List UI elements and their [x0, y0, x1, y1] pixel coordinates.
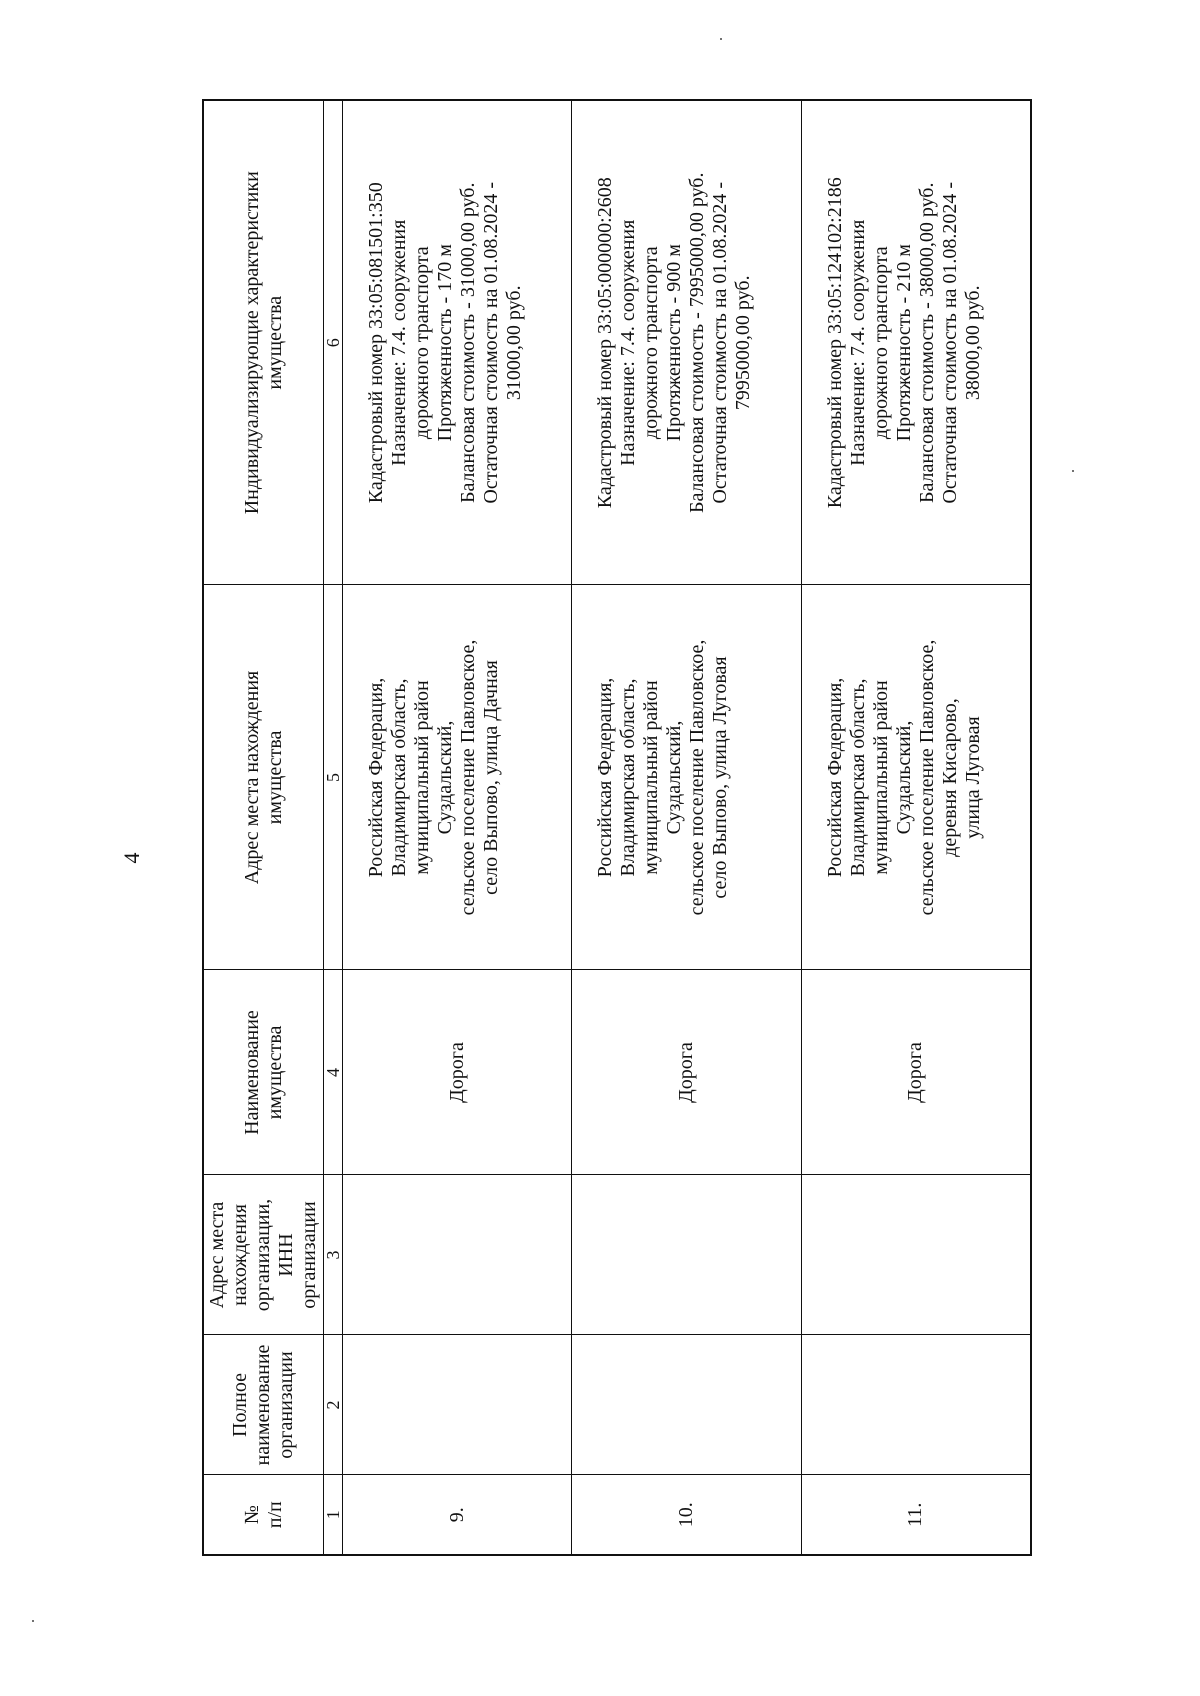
characteristics-cell-line: Протяженность - 170 м: [434, 244, 456, 442]
characteristics-cell: [572, 100, 801, 585]
header-org-address-line: ИНН организации: [275, 1201, 320, 1309]
characteristics-cell-line: Протяженность - 900 м: [663, 244, 686, 442]
header-org-name-line: наименование: [252, 1344, 274, 1466]
characteristics-cell-line: Назначение: 7.4. сооружения: [388, 219, 410, 466]
characteristics-cell-line: Балансовая стоимость - 31000,00 руб.: [457, 182, 479, 503]
header-number-line: п/п: [263, 1501, 286, 1529]
property-address-cell-line: муниципальный район: [411, 680, 433, 875]
header-row: [203, 100, 324, 1555]
scan-speck: [32, 1620, 34, 1622]
org-address-cell: [801, 1175, 1031, 1335]
header-characteristics-line: Индивидуализирующие характеристики: [240, 171, 263, 515]
characteristics-cell: [801, 100, 1031, 585]
characteristics-cell: [343, 100, 572, 585]
header-org-name: [203, 1335, 324, 1475]
header-number: [203, 1475, 324, 1555]
property-address-cell-line: муниципальный район: [869, 680, 892, 875]
org-name-cell: [572, 1335, 801, 1475]
property-address-cell-line: сельское поселение Павловское,: [915, 639, 938, 916]
characteristics-cell-line: Протяженность - 210 м: [892, 244, 915, 442]
row-number: [572, 1475, 801, 1555]
property-address-cell-line: село Выпово, улица Луговая: [709, 656, 732, 899]
org-name-cell: [801, 1335, 1031, 1475]
property-address-cell-line: улица Луговая: [961, 716, 984, 839]
property-address-cell-line: сельское поселение Павловское,: [686, 639, 709, 916]
table-row: [801, 100, 1031, 1555]
property-address-cell-line: Суздальский,: [663, 720, 686, 835]
characteristics-cell-line: дорожного транспорта: [869, 246, 892, 440]
table-rotation-wrapper: [202, 101, 1032, 1556]
org-address-cell: [572, 1175, 801, 1335]
property-address-cell-line: Владимирская область,: [846, 678, 869, 877]
property-name-cell-line: Дорога: [904, 1042, 927, 1103]
property-name-cell: [343, 970, 572, 1175]
table-row: [343, 100, 572, 1555]
scan-speck: [1072, 470, 1074, 472]
property-address-cell-line: Российская Федерация,: [594, 677, 617, 878]
header-org-address: [203, 1175, 324, 1335]
header-property-name-line: Наименование: [240, 1010, 263, 1135]
row-number-line: 10.: [674, 1502, 697, 1528]
characteristics-cell-line: Балансовая стоимость - 7995000,00 руб.: [686, 172, 709, 513]
property-name-cell-line: Дорога: [674, 1042, 697, 1103]
property-address-cell: [572, 585, 801, 970]
org-address-cell: [343, 1175, 572, 1335]
property-address-cell-line: муниципальный район: [640, 680, 663, 875]
characteristics-cell-line: Балансовая стоимость - 38000,00 руб.: [915, 182, 938, 503]
characteristics-cell-line: дорожного транспорта: [411, 246, 433, 440]
property-address-cell-line: Владимирская область,: [617, 678, 640, 877]
column-number-row: [324, 100, 343, 1555]
characteristics-cell-line: Кадастровый номер 33:05:000000:2608: [594, 177, 617, 509]
property-address-cell: [343, 585, 572, 970]
characteristics-cell-line: Назначение: 7.4. сооружения: [846, 219, 869, 466]
header-characteristics-line: имущества: [263, 295, 286, 390]
property-address-cell-line: Российская Федерация,: [823, 677, 846, 878]
header-property-address-line: имущества: [263, 730, 286, 825]
characteristics-cell-line: 7995000,00 руб.: [732, 275, 755, 411]
header-property-name: [203, 970, 324, 1175]
characteristics-cell-line: Кадастровый номер 33:05:124102:2186: [823, 177, 846, 509]
property-address-cell-line: Владимирская область,: [388, 678, 410, 877]
column-number: 6: [324, 100, 343, 585]
column-number: 1: [324, 1475, 343, 1555]
column-number: 3: [324, 1175, 343, 1335]
header-org-name-line: организации: [275, 1351, 297, 1459]
column-number: 4: [324, 970, 343, 1175]
characteristics-cell-line: Остаточная стоимость на 01.08.2024 -: [938, 181, 961, 504]
property-address-cell-line: Суздальский,: [892, 720, 915, 835]
row-number-line: 11.: [904, 1502, 927, 1527]
header-property-address-line: Адрес места нахождения: [240, 670, 263, 885]
org-name-cell: [343, 1335, 572, 1475]
characteristics-cell-line: Кадастровый номер 33:05:081501:350: [365, 182, 387, 504]
characteristics-cell-line: 31000,00 руб.: [503, 285, 525, 401]
header-property-name-line: имущества: [263, 1025, 286, 1120]
property-name-cell-line: Дорога: [445, 1042, 468, 1103]
property-address-cell-line: село Выпово, улица Дачная: [480, 660, 502, 895]
characteristics-cell-line: дорожного транспорта: [640, 246, 663, 440]
header-property-address: [203, 585, 324, 970]
header-org-address-line: Адрес места: [206, 1201, 228, 1309]
characteristics-cell-line: Назначение: 7.4. сооружения: [617, 219, 640, 466]
row-number: [343, 1475, 572, 1555]
characteristics-cell-line: 38000,00 руб.: [961, 285, 984, 401]
property-name-cell: [801, 970, 1031, 1175]
row-number: [801, 1475, 1031, 1555]
characteristics-cell-line: Остаточная стоимость на 01.08.2024 -: [480, 181, 502, 504]
property-table: [202, 99, 1032, 1556]
property-address-cell-line: Российская Федерация,: [365, 677, 387, 878]
property-address-cell-line: деревня Кисарово,: [938, 698, 961, 857]
scan-speck: [720, 38, 722, 40]
row-number-line: 9.: [445, 1507, 468, 1523]
column-number: 2: [324, 1335, 343, 1475]
header-characteristics: [203, 100, 324, 585]
header-org-address-line: нахождения: [229, 1204, 251, 1306]
property-name-cell: [572, 970, 801, 1175]
header-org-address-line: организации,: [252, 1198, 274, 1312]
column-number: 5: [324, 585, 343, 970]
page-number: 4: [119, 852, 144, 864]
characteristics-cell-line: Остаточная стоимость на 01.08.2024 -: [709, 181, 732, 504]
property-address-cell: [801, 585, 1031, 970]
property-address-cell-line: сельское поселение Павловское,: [457, 639, 479, 916]
header-org-name-line: Полное: [229, 1373, 251, 1437]
property-address-cell-line: Суздальский,: [434, 720, 456, 835]
table-body: [343, 100, 1032, 1555]
table-row: [572, 100, 801, 1555]
header-number-line: №: [240, 1505, 263, 1525]
